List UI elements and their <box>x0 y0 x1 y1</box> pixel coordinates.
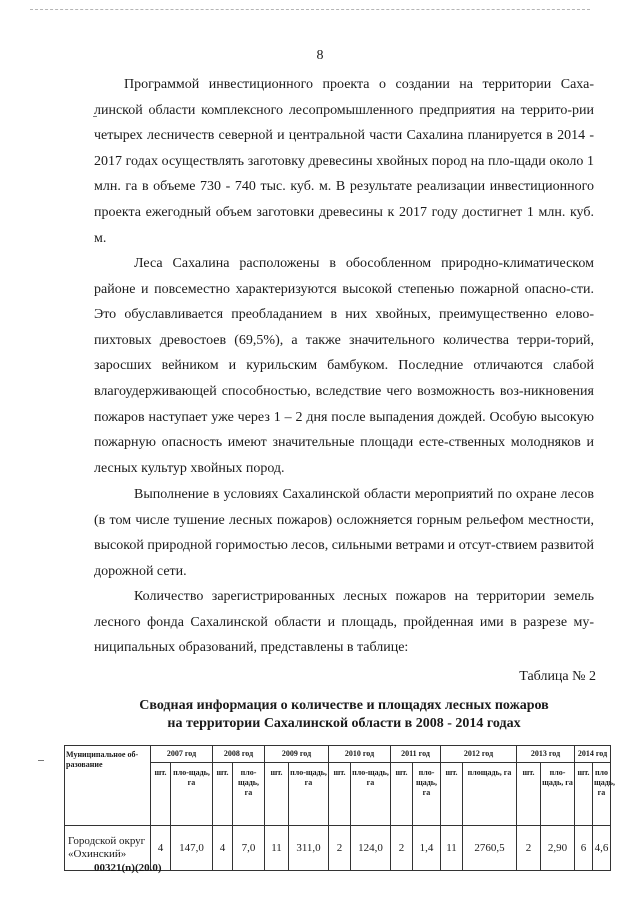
table-cell: 2 <box>329 826 351 871</box>
page-number: 8 <box>316 48 324 63</box>
area-header: пло-щадь, га <box>413 763 441 826</box>
area-header: площадь, га <box>463 763 517 826</box>
footer-code: 00321(n)(20.0) <box>94 862 162 874</box>
table-caption-line: на территории Сахалинской области в 2008 - 2014 годах <box>167 716 521 731</box>
table-cell: 11 <box>265 826 289 871</box>
table-cell: 124,0 <box>351 826 391 871</box>
area-header: пло-щадь, га <box>351 763 391 826</box>
table-number: Таблица № 2 <box>519 669 596 684</box>
year-header: 2012 год <box>441 746 517 763</box>
area-header: пло-щадь, га <box>233 763 265 826</box>
area-header: пло щадь, га <box>593 763 611 826</box>
table-cell: 2 <box>517 826 541 871</box>
paragraph-table-intro: Количество зарегистрированных лесных пожаров на территории земель лесного фонда Сахалинской области и площадь, пройденная ими в разрезе му-ниципальных образований, представлены в таблице: <box>94 589 594 656</box>
table-cell: 4 <box>151 826 171 871</box>
table-cell: 147,0 <box>171 826 213 871</box>
year-header: 2009 год <box>265 746 329 763</box>
count-header: шт. <box>329 763 351 826</box>
table-cell: 1,4 <box>413 826 441 871</box>
count-header: шт. <box>575 763 593 826</box>
table-header-row <box>65 746 611 763</box>
table-cell: 311,0 <box>289 826 329 871</box>
year-header: 2013 год <box>517 746 575 763</box>
table-cell: 11 <box>441 826 463 871</box>
municipality-header: Муниципальное об-разование <box>65 746 151 826</box>
area-header: пло-щадь, га <box>541 763 575 826</box>
count-header: шт. <box>213 763 233 826</box>
table-cell: 4,6 <box>593 826 611 871</box>
year-header: 2014 год <box>575 746 611 763</box>
table-cell: 2,90 <box>541 826 575 871</box>
table-cell: 6 <box>575 826 593 871</box>
scan-edge-line <box>30 9 590 10</box>
year-header: 2007 год <box>151 746 213 763</box>
table-cell: 2 <box>391 826 413 871</box>
paragraph-investment-project: Программой инвестиционного проекта о создании на территории Саха-линской области комплексного лесопромышленного предприятия на террито-рии четырех лесничеств северной и центральной части Сахалина планируется в 2014 - 2017 годах осуществлять заготовку древесины хвойных пород на пло-щади около 1 млн. га в объеме 730 - 740 тыс. куб. м. В результате реализации инвестиционного проекта ежегодный объем заготовки древесины к 2017 году достигнет 1 млн. куб. м. <box>94 77 594 246</box>
count-header: шт. <box>391 763 413 826</box>
table-cell: 7,0 <box>233 826 265 871</box>
count-header: шт. <box>151 763 171 826</box>
count-header: шт. <box>441 763 463 826</box>
year-header: 2008 год <box>213 746 265 763</box>
year-header: 2010 год <box>329 746 391 763</box>
table-cell: 4 <box>213 826 233 871</box>
fires-table <box>64 745 616 871</box>
count-header: шт. <box>265 763 289 826</box>
paragraph-fire-protection: Выполнение в условиях Сахалинской области мероприятий по охране лесов (в том числе тушение лесных пожаров) осложняется горным рельефом местности, высокой природной горимостью лесов, сильными ветрами и отсут-ствием развитой дорожной сети. <box>94 487 594 579</box>
area-header: пло-щадь, га <box>289 763 329 826</box>
table-cell: 2760,5 <box>463 826 517 871</box>
table-caption-line: Сводная информация о количестве и площадях лесных пожаров <box>139 698 549 713</box>
count-header: шт. <box>517 763 541 826</box>
municipality-name: Городской округ «Охинский» <box>65 826 151 871</box>
scan-mark <box>38 760 44 761</box>
table-caption <box>94 697 594 733</box>
paragraph-fire-danger: Леса Сахалина расположены в обособленном природно-климатическом районе и повсеместно характеризуются высокой степенью пожарной опасно-сти. Это обуславливается преобладанием в них хвойных, преимущественно елово-пихтовых древостоев (69,5%), а также значительного количества терри-торий, заросших вейником и курильским бамбуком. Последние отличаются слабой влагоудерживающей способностью, вследствие чего возможность воз-никновения пожаров наступает уже через 1 – 2 дня после выпадения дождей. Особую высокую пожарную опасность имеют значительные площади есте-ственных молодняков и лесных культур хвойных пород. <box>94 256 594 476</box>
year-header: 2011 год <box>391 746 441 763</box>
area-header: пло-щадь, га <box>171 763 213 826</box>
